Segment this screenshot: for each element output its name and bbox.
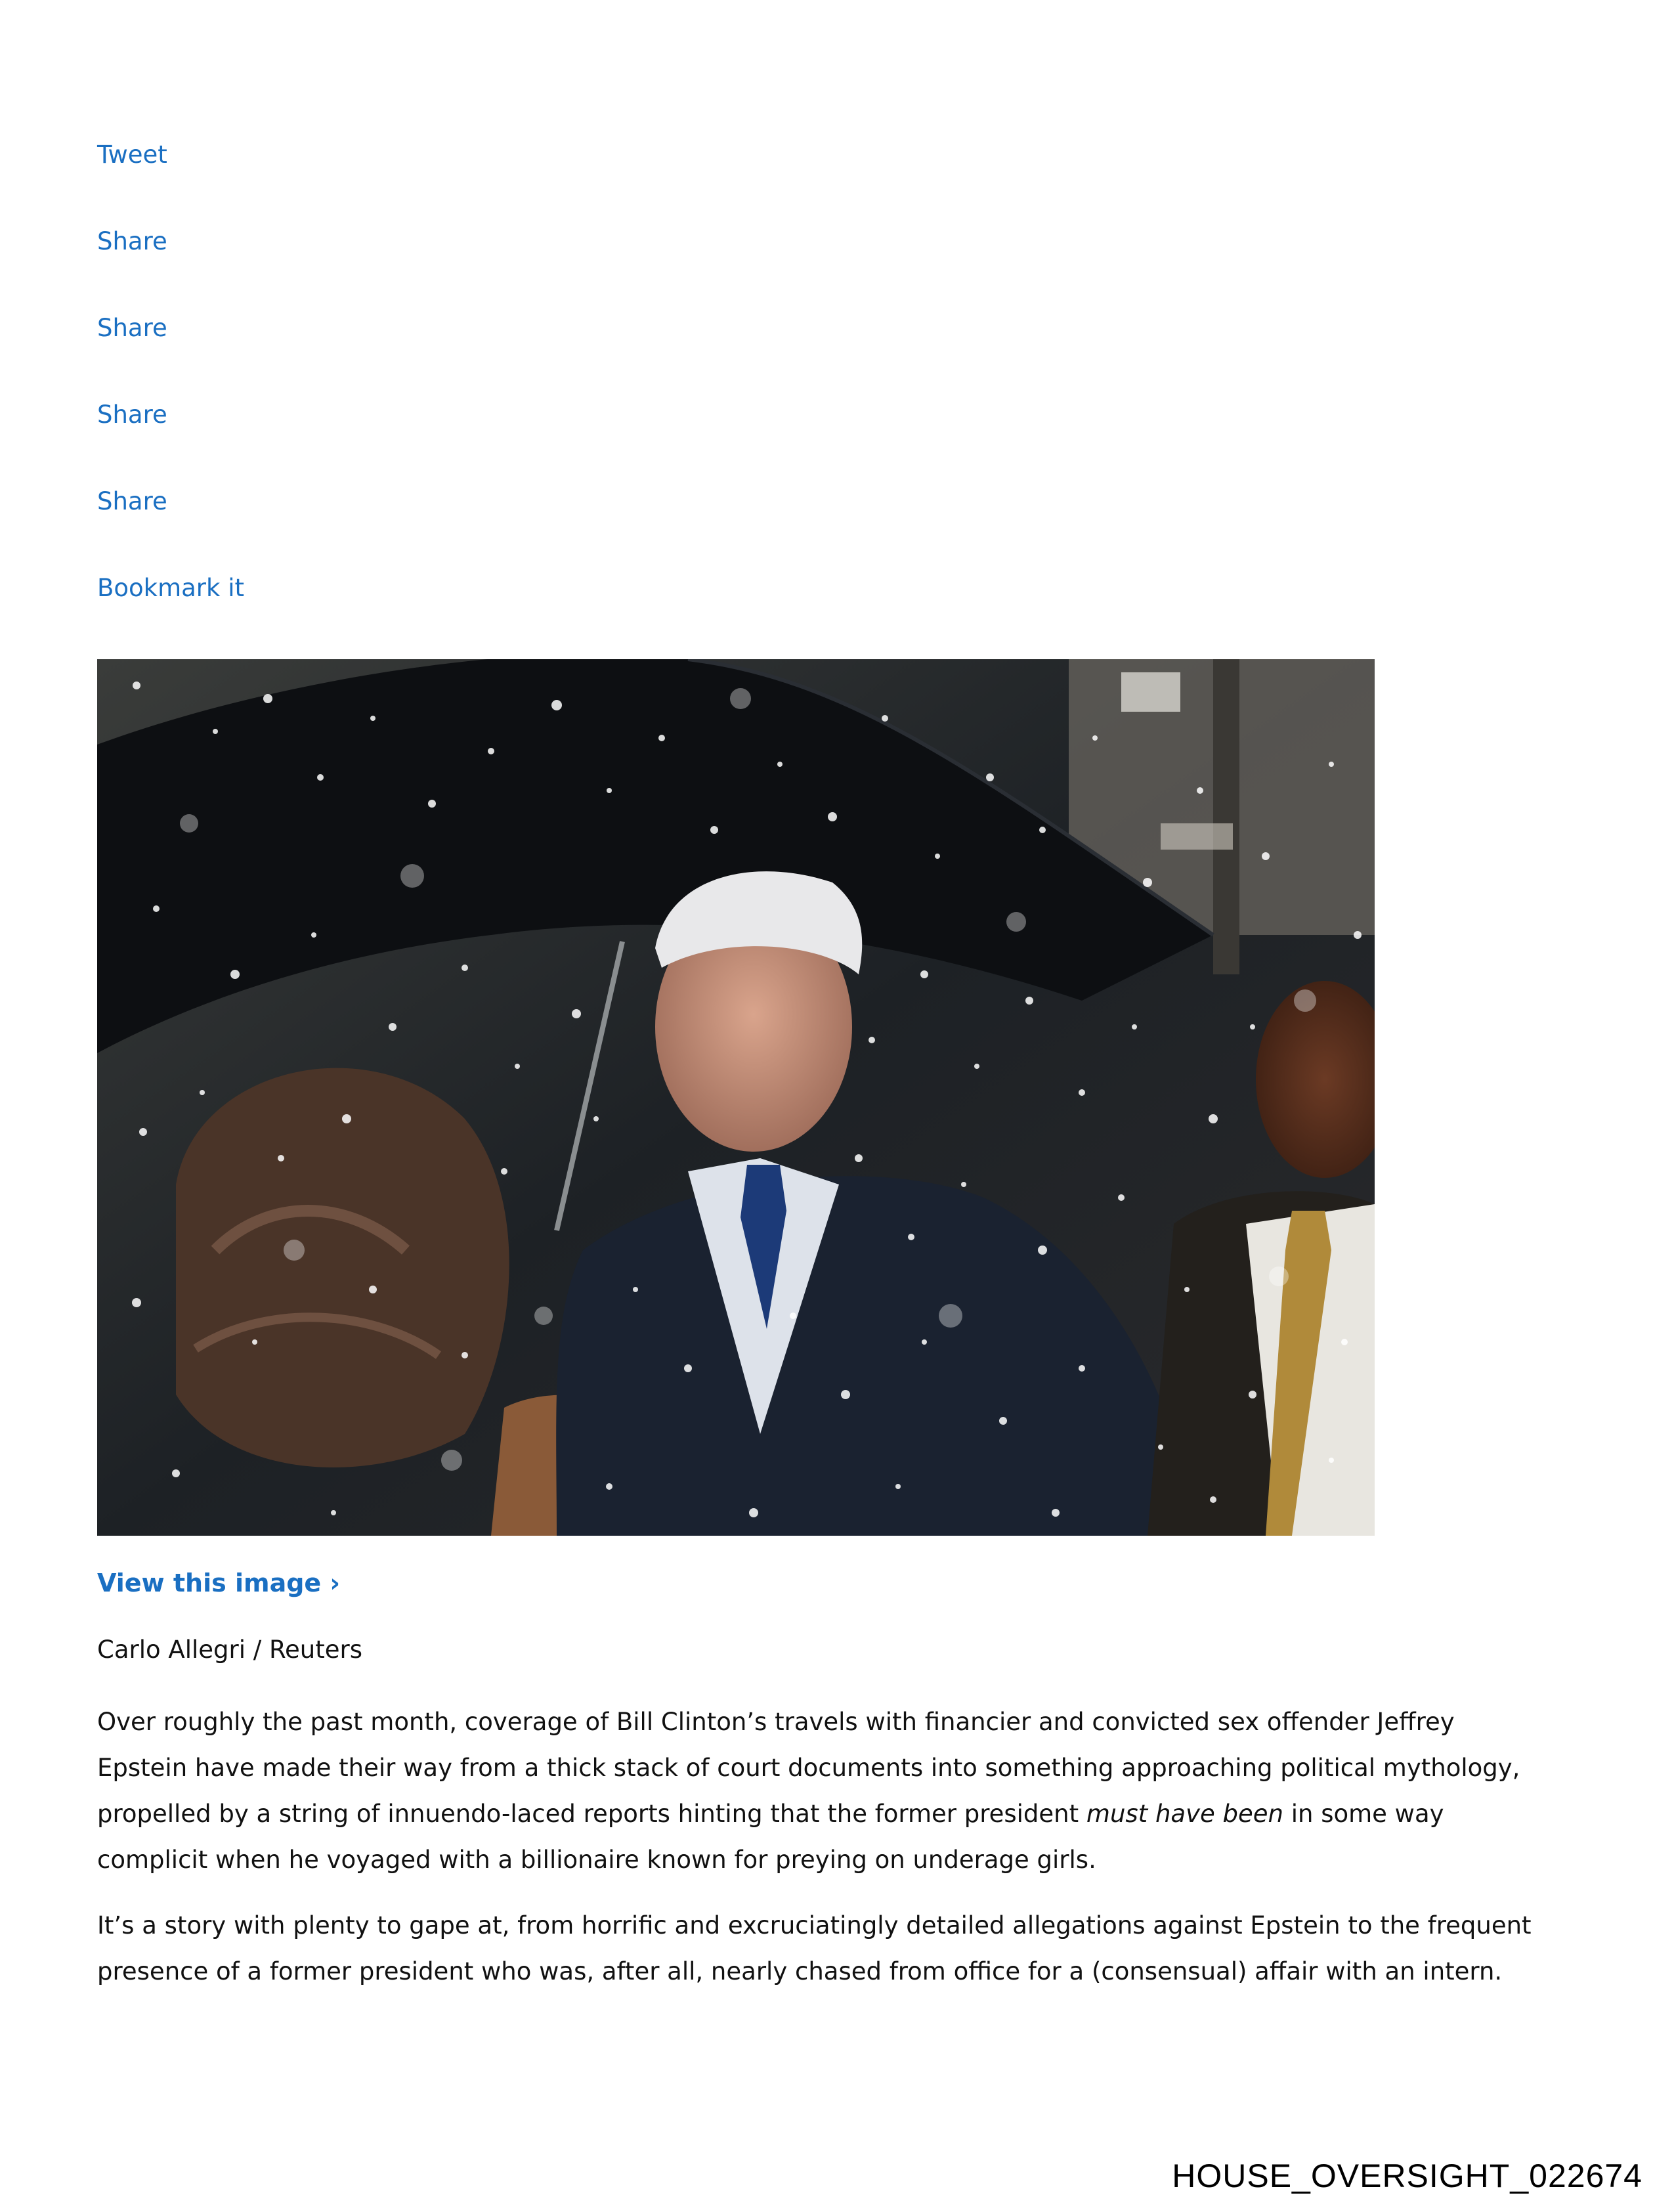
share-links	[97, 138, 244, 658]
share-link-4[interactable]: Share	[97, 487, 167, 515]
article-paragraph-1	[97, 1699, 1541, 1883]
paragraph-1-text-a: Over roughly the past month, coverage of Bill Clinton’s travels with financier and convicted sex offender Jeffrey Epstein have made their way from a thick stack of court documents into something approaching political mythology, propelled by a string of innuendo-laced reports hinting that the former president	[97, 1708, 1520, 1828]
bates-number: HOUSE_OVERSIGHT_022674	[1172, 2158, 1642, 2194]
paragraph-1-text-b: in some way complicit when he voyaged with a billionaire known for preying on underage girls.	[97, 1800, 1444, 1874]
article-photo	[97, 659, 1375, 1536]
photo-credit: Carlo Allegri / Reuters	[97, 1636, 363, 1664]
tweet-link[interactable]: Tweet	[97, 141, 167, 169]
bookmark-link[interactable]: Bookmark it	[97, 574, 244, 602]
share-link-1[interactable]: Share	[97, 227, 167, 255]
article-body	[97, 1699, 1541, 2014]
view-image-link[interactable]: View this image ›	[97, 1569, 341, 1597]
share-link-2[interactable]: Share	[97, 314, 167, 342]
paragraph-1-emphasis: must have been	[1086, 1800, 1283, 1828]
article-paragraph-2: It’s a story with plenty to gape at, from horrific and excruciatingly detailed allegations against Epstein to the frequent presence of a former president who was, after all, nearly chased from office for a (consensual) affair with an intern.	[97, 1911, 1532, 1985]
share-link-3[interactable]: Share	[97, 401, 167, 429]
photo-illustration	[97, 659, 1375, 1536]
